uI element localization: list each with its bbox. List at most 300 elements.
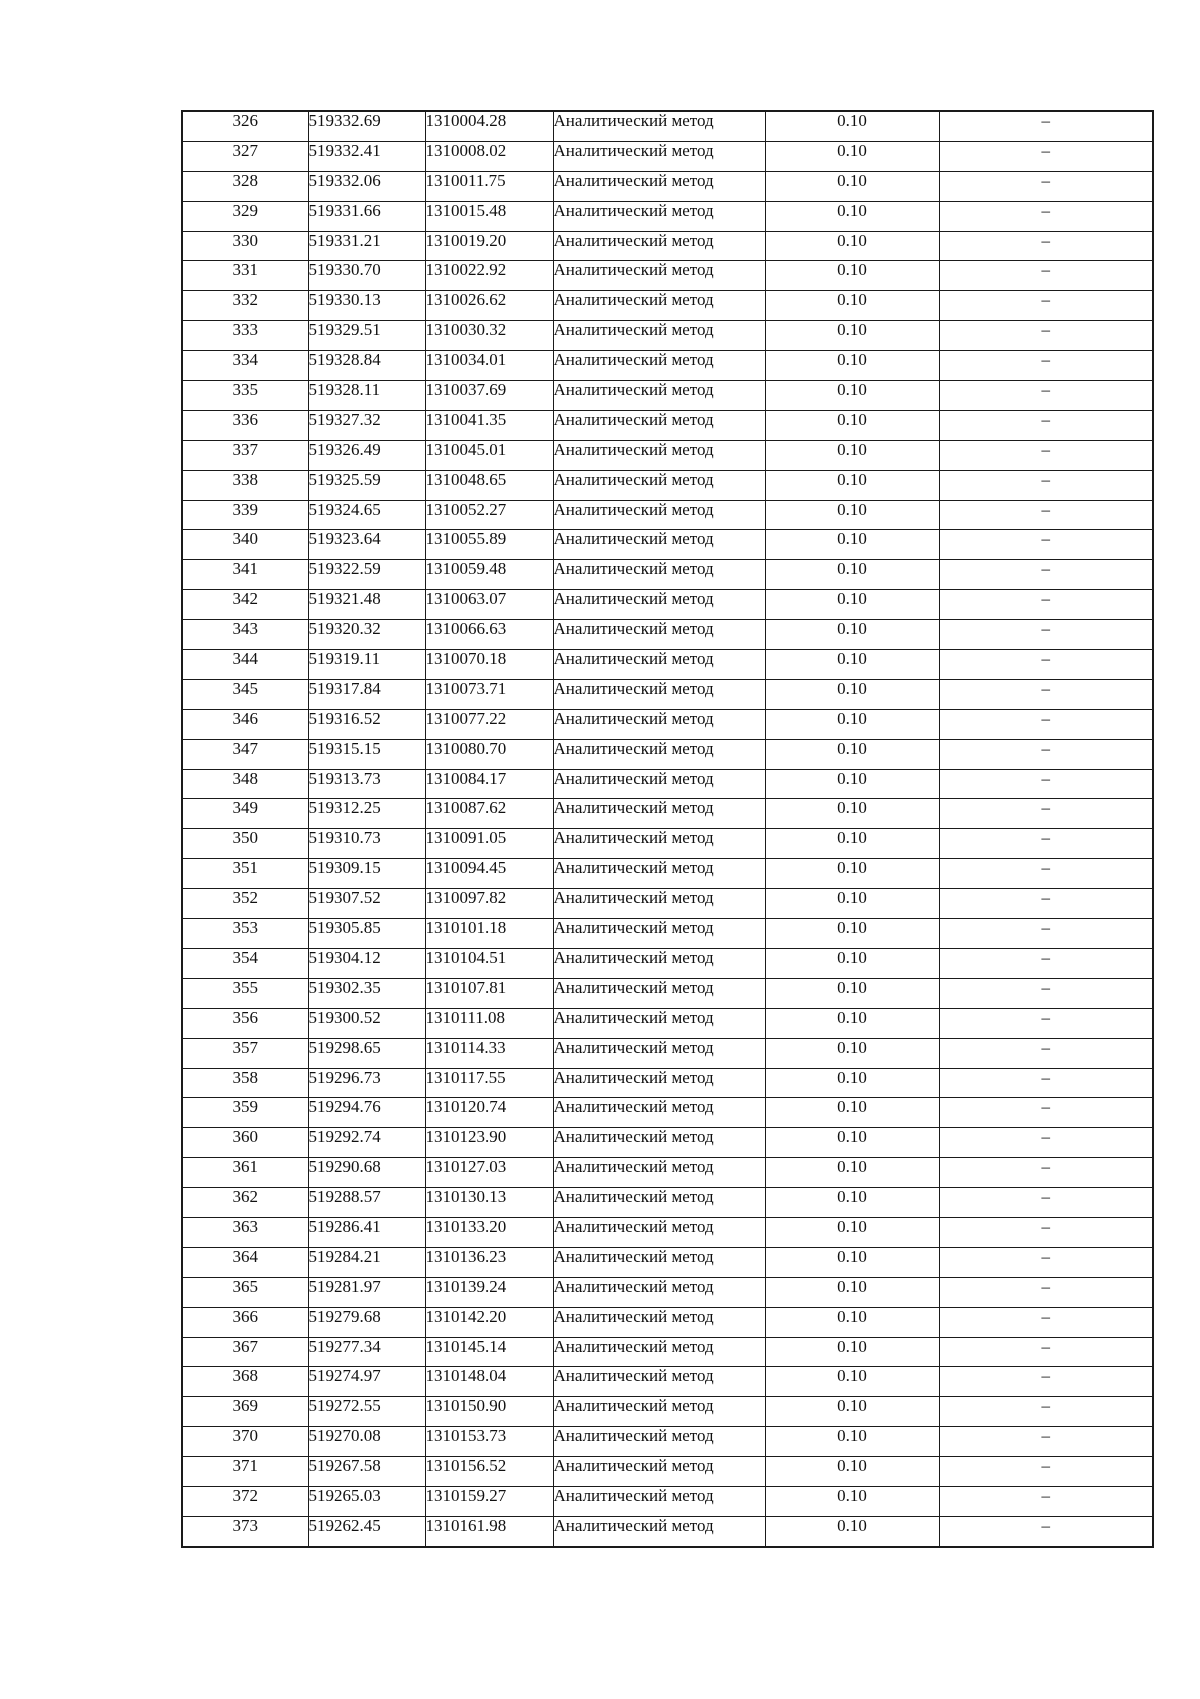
- y-coordinate-cell: 1310041.35: [425, 410, 553, 440]
- method-cell: Аналитический метод: [553, 381, 765, 411]
- x-coordinate-cell: 519320.32: [308, 620, 425, 650]
- method-cell: Аналитический метод: [553, 141, 765, 171]
- x-coordinate-cell: 519304.12: [308, 948, 425, 978]
- description-cell: –: [939, 500, 1153, 530]
- table-row: [182, 201, 1153, 231]
- method-cell: Аналитический метод: [553, 1457, 765, 1487]
- table-row: [182, 500, 1153, 530]
- coordinates-table-body: [182, 111, 1153, 1547]
- point-number-cell: 349: [182, 799, 308, 829]
- description-cell: –: [939, 1217, 1153, 1247]
- x-coordinate-cell: 519316.52: [308, 709, 425, 739]
- table-row: [182, 261, 1153, 291]
- accuracy-cell: 0.10: [765, 440, 939, 470]
- description-cell: –: [939, 889, 1153, 919]
- point-number-cell: 334: [182, 351, 308, 381]
- method-cell: Аналитический метод: [553, 560, 765, 590]
- y-coordinate-cell: 1310019.20: [425, 231, 553, 261]
- y-coordinate-cell: 1310104.51: [425, 948, 553, 978]
- table-row: [182, 919, 1153, 949]
- accuracy-cell: 0.10: [765, 351, 939, 381]
- description-cell: –: [939, 1008, 1153, 1038]
- y-coordinate-cell: 1310159.27: [425, 1486, 553, 1516]
- method-cell: Аналитический метод: [553, 1307, 765, 1337]
- description-cell: –: [939, 410, 1153, 440]
- x-coordinate-cell: 519332.06: [308, 171, 425, 201]
- accuracy-cell: 0.10: [765, 381, 939, 411]
- accuracy-cell: 0.10: [765, 321, 939, 351]
- y-coordinate-cell: 1310120.74: [425, 1098, 553, 1128]
- x-coordinate-cell: 519309.15: [308, 859, 425, 889]
- point-number-cell: 343: [182, 620, 308, 650]
- y-coordinate-cell: 1310148.04: [425, 1367, 553, 1397]
- y-coordinate-cell: 1310077.22: [425, 709, 553, 739]
- x-coordinate-cell: 519328.84: [308, 351, 425, 381]
- table-row: [182, 231, 1153, 261]
- method-cell: Аналитический метод: [553, 679, 765, 709]
- x-coordinate-cell: 519290.68: [308, 1158, 425, 1188]
- point-number-cell: 327: [182, 141, 308, 171]
- accuracy-cell: 0.10: [765, 261, 939, 291]
- y-coordinate-cell: 1310111.08: [425, 1008, 553, 1038]
- description-cell: –: [939, 1457, 1153, 1487]
- x-coordinate-cell: 519326.49: [308, 440, 425, 470]
- accuracy-cell: 0.10: [765, 470, 939, 500]
- description-cell: –: [939, 1337, 1153, 1367]
- x-coordinate-cell: 519274.97: [308, 1367, 425, 1397]
- x-coordinate-cell: 519284.21: [308, 1247, 425, 1277]
- y-coordinate-cell: 1310037.69: [425, 381, 553, 411]
- method-cell: Аналитический метод: [553, 410, 765, 440]
- point-number-cell: 336: [182, 410, 308, 440]
- description-cell: –: [939, 470, 1153, 500]
- accuracy-cell: 0.10: [765, 1397, 939, 1427]
- table-row: [182, 1486, 1153, 1516]
- point-number-cell: 364: [182, 1247, 308, 1277]
- x-coordinate-cell: 519294.76: [308, 1098, 425, 1128]
- method-cell: Аналитический метод: [553, 1008, 765, 1038]
- table-row: [182, 1337, 1153, 1367]
- y-coordinate-cell: 1310130.13: [425, 1188, 553, 1218]
- accuracy-cell: 0.10: [765, 620, 939, 650]
- accuracy-cell: 0.10: [765, 709, 939, 739]
- y-coordinate-cell: 1310150.90: [425, 1397, 553, 1427]
- method-cell: Аналитический метод: [553, 1427, 765, 1457]
- x-coordinate-cell: 519292.74: [308, 1128, 425, 1158]
- description-cell: –: [939, 709, 1153, 739]
- method-cell: Аналитический метод: [553, 470, 765, 500]
- point-number-cell: 331: [182, 261, 308, 291]
- y-coordinate-cell: 1310055.89: [425, 530, 553, 560]
- point-number-cell: 368: [182, 1367, 308, 1397]
- accuracy-cell: 0.10: [765, 1277, 939, 1307]
- method-cell: Аналитический метод: [553, 231, 765, 261]
- point-number-cell: 363: [182, 1217, 308, 1247]
- point-number-cell: 353: [182, 919, 308, 949]
- point-number-cell: 329: [182, 201, 308, 231]
- accuracy-cell: 0.10: [765, 1038, 939, 1068]
- accuracy-cell: 0.10: [765, 1188, 939, 1218]
- description-cell: –: [939, 919, 1153, 949]
- description-cell: –: [939, 1098, 1153, 1128]
- x-coordinate-cell: 519312.25: [308, 799, 425, 829]
- description-cell: –: [939, 739, 1153, 769]
- y-coordinate-cell: 1310048.65: [425, 470, 553, 500]
- description-cell: –: [939, 231, 1153, 261]
- x-coordinate-cell: 519330.13: [308, 291, 425, 321]
- x-coordinate-cell: 519332.41: [308, 141, 425, 171]
- accuracy-cell: 0.10: [765, 1486, 939, 1516]
- point-number-cell: 373: [182, 1516, 308, 1546]
- y-coordinate-cell: 1310030.32: [425, 321, 553, 351]
- point-number-cell: 340: [182, 530, 308, 560]
- point-number-cell: 355: [182, 978, 308, 1008]
- accuracy-cell: 0.10: [765, 948, 939, 978]
- accuracy-cell: 0.10: [765, 500, 939, 530]
- point-number-cell: 352: [182, 889, 308, 919]
- method-cell: Аналитический метод: [553, 530, 765, 560]
- point-number-cell: 335: [182, 381, 308, 411]
- point-number-cell: 326: [182, 111, 308, 141]
- table-row: [182, 889, 1153, 919]
- description-cell: –: [939, 650, 1153, 680]
- point-number-cell: 354: [182, 948, 308, 978]
- accuracy-cell: 0.10: [765, 141, 939, 171]
- method-cell: Аналитический метод: [553, 859, 765, 889]
- coordinates-table: [181, 110, 1154, 1548]
- x-coordinate-cell: 519286.41: [308, 1217, 425, 1247]
- accuracy-cell: 0.10: [765, 111, 939, 141]
- accuracy-cell: 0.10: [765, 829, 939, 859]
- description-cell: –: [939, 948, 1153, 978]
- description-cell: –: [939, 111, 1153, 141]
- accuracy-cell: 0.10: [765, 978, 939, 1008]
- x-coordinate-cell: 519322.59: [308, 560, 425, 590]
- x-coordinate-cell: 519267.58: [308, 1457, 425, 1487]
- point-number-cell: 337: [182, 440, 308, 470]
- y-coordinate-cell: 1310084.17: [425, 769, 553, 799]
- y-coordinate-cell: 1310059.48: [425, 560, 553, 590]
- description-cell: –: [939, 381, 1153, 411]
- table-row: [182, 351, 1153, 381]
- table-row: [182, 1247, 1153, 1277]
- description-cell: –: [939, 291, 1153, 321]
- table-row: [182, 410, 1153, 440]
- point-number-cell: 369: [182, 1397, 308, 1427]
- table-row: [182, 1188, 1153, 1218]
- description-cell: –: [939, 1247, 1153, 1277]
- x-coordinate-cell: 519324.65: [308, 500, 425, 530]
- y-coordinate-cell: 1310117.55: [425, 1068, 553, 1098]
- accuracy-cell: 0.10: [765, 171, 939, 201]
- method-cell: Аналитический метод: [553, 1367, 765, 1397]
- accuracy-cell: 0.10: [765, 201, 939, 231]
- table-row: [182, 799, 1153, 829]
- y-coordinate-cell: 1310070.18: [425, 650, 553, 680]
- x-coordinate-cell: 519302.35: [308, 978, 425, 1008]
- table-row: [182, 590, 1153, 620]
- accuracy-cell: 0.10: [765, 889, 939, 919]
- method-cell: Аналитический метод: [553, 829, 765, 859]
- description-cell: –: [939, 1427, 1153, 1457]
- description-cell: –: [939, 321, 1153, 351]
- x-coordinate-cell: 519279.68: [308, 1307, 425, 1337]
- description-cell: –: [939, 679, 1153, 709]
- method-cell: Аналитический метод: [553, 769, 765, 799]
- point-number-cell: 350: [182, 829, 308, 859]
- method-cell: Аналитический метод: [553, 1188, 765, 1218]
- point-number-cell: 330: [182, 231, 308, 261]
- method-cell: Аналитический метод: [553, 321, 765, 351]
- table-row: [182, 1427, 1153, 1457]
- x-coordinate-cell: 519331.66: [308, 201, 425, 231]
- description-cell: –: [939, 1397, 1153, 1427]
- x-coordinate-cell: 519272.55: [308, 1397, 425, 1427]
- table-row: [182, 440, 1153, 470]
- method-cell: Аналитический метод: [553, 889, 765, 919]
- point-number-cell: 332: [182, 291, 308, 321]
- x-coordinate-cell: 519310.73: [308, 829, 425, 859]
- x-coordinate-cell: 519288.57: [308, 1188, 425, 1218]
- table-row: [182, 1038, 1153, 1068]
- point-number-cell: 366: [182, 1307, 308, 1337]
- table-row: [182, 948, 1153, 978]
- method-cell: Аналитический метод: [553, 440, 765, 470]
- accuracy-cell: 0.10: [765, 291, 939, 321]
- y-coordinate-cell: 1310026.62: [425, 291, 553, 321]
- method-cell: Аналитический метод: [553, 709, 765, 739]
- table-row: [182, 1008, 1153, 1038]
- y-coordinate-cell: 1310139.24: [425, 1277, 553, 1307]
- accuracy-cell: 0.10: [765, 919, 939, 949]
- description-cell: –: [939, 1068, 1153, 1098]
- x-coordinate-cell: 519281.97: [308, 1277, 425, 1307]
- y-coordinate-cell: 1310145.14: [425, 1337, 553, 1367]
- table-row: [182, 859, 1153, 889]
- table-row: [182, 709, 1153, 739]
- description-cell: –: [939, 1516, 1153, 1546]
- method-cell: Аналитический метод: [553, 351, 765, 381]
- table-row: [182, 111, 1153, 141]
- accuracy-cell: 0.10: [765, 530, 939, 560]
- accuracy-cell: 0.10: [765, 799, 939, 829]
- x-coordinate-cell: 519331.21: [308, 231, 425, 261]
- point-number-cell: 338: [182, 470, 308, 500]
- y-coordinate-cell: 1310073.71: [425, 679, 553, 709]
- description-cell: –: [939, 1307, 1153, 1337]
- x-coordinate-cell: 519305.85: [308, 919, 425, 949]
- y-coordinate-cell: 1310153.73: [425, 1427, 553, 1457]
- table-row: [182, 1307, 1153, 1337]
- description-cell: –: [939, 530, 1153, 560]
- description-cell: –: [939, 620, 1153, 650]
- x-coordinate-cell: 519332.69: [308, 111, 425, 141]
- point-number-cell: 339: [182, 500, 308, 530]
- x-coordinate-cell: 519323.64: [308, 530, 425, 560]
- y-coordinate-cell: 1310008.02: [425, 141, 553, 171]
- point-number-cell: 361: [182, 1158, 308, 1188]
- y-coordinate-cell: 1310161.98: [425, 1516, 553, 1546]
- method-cell: Аналитический метод: [553, 111, 765, 141]
- accuracy-cell: 0.10: [765, 1427, 939, 1457]
- method-cell: Аналитический метод: [553, 620, 765, 650]
- y-coordinate-cell: 1310052.27: [425, 500, 553, 530]
- y-coordinate-cell: 1310133.20: [425, 1217, 553, 1247]
- table-row: [182, 171, 1153, 201]
- method-cell: Аналитический метод: [553, 978, 765, 1008]
- method-cell: Аналитический метод: [553, 650, 765, 680]
- point-number-cell: 372: [182, 1486, 308, 1516]
- point-number-cell: 333: [182, 321, 308, 351]
- x-coordinate-cell: 519296.73: [308, 1068, 425, 1098]
- table-row: [182, 321, 1153, 351]
- method-cell: Аналитический метод: [553, 1486, 765, 1516]
- accuracy-cell: 0.10: [765, 1337, 939, 1367]
- table-row: [182, 1397, 1153, 1427]
- description-cell: –: [939, 829, 1153, 859]
- accuracy-cell: 0.10: [765, 1098, 939, 1128]
- description-cell: –: [939, 1188, 1153, 1218]
- accuracy-cell: 0.10: [765, 231, 939, 261]
- x-coordinate-cell: 519277.34: [308, 1337, 425, 1367]
- accuracy-cell: 0.10: [765, 1128, 939, 1158]
- x-coordinate-cell: 519307.52: [308, 889, 425, 919]
- method-cell: Аналитический метод: [553, 948, 765, 978]
- accuracy-cell: 0.10: [765, 1217, 939, 1247]
- description-cell: –: [939, 261, 1153, 291]
- point-number-cell: 345: [182, 679, 308, 709]
- description-cell: –: [939, 351, 1153, 381]
- method-cell: Аналитический метод: [553, 1158, 765, 1188]
- accuracy-cell: 0.10: [765, 1247, 939, 1277]
- accuracy-cell: 0.10: [765, 1158, 939, 1188]
- accuracy-cell: 0.10: [765, 560, 939, 590]
- point-number-cell: 356: [182, 1008, 308, 1038]
- x-coordinate-cell: 519328.11: [308, 381, 425, 411]
- table-row: [182, 739, 1153, 769]
- method-cell: Аналитический метод: [553, 1337, 765, 1367]
- description-cell: –: [939, 799, 1153, 829]
- table-row: [182, 1098, 1153, 1128]
- point-number-cell: 351: [182, 859, 308, 889]
- y-coordinate-cell: 1310097.82: [425, 889, 553, 919]
- accuracy-cell: 0.10: [765, 1008, 939, 1038]
- accuracy-cell: 0.10: [765, 739, 939, 769]
- table-row: [182, 650, 1153, 680]
- accuracy-cell: 0.10: [765, 769, 939, 799]
- description-cell: –: [939, 1128, 1153, 1158]
- x-coordinate-cell: 519270.08: [308, 1427, 425, 1457]
- x-coordinate-cell: 519315.15: [308, 739, 425, 769]
- x-coordinate-cell: 519298.65: [308, 1038, 425, 1068]
- table-row: [182, 141, 1153, 171]
- x-coordinate-cell: 519325.59: [308, 470, 425, 500]
- method-cell: Аналитический метод: [553, 201, 765, 231]
- y-coordinate-cell: 1310091.05: [425, 829, 553, 859]
- method-cell: Аналитический метод: [553, 919, 765, 949]
- y-coordinate-cell: 1310015.48: [425, 201, 553, 231]
- description-cell: –: [939, 1158, 1153, 1188]
- point-number-cell: 341: [182, 560, 308, 590]
- x-coordinate-cell: 519317.84: [308, 679, 425, 709]
- method-cell: Аналитический метод: [553, 291, 765, 321]
- accuracy-cell: 0.10: [765, 650, 939, 680]
- y-coordinate-cell: 1310156.52: [425, 1457, 553, 1487]
- description-cell: –: [939, 1486, 1153, 1516]
- method-cell: Аналитический метод: [553, 1277, 765, 1307]
- description-cell: –: [939, 141, 1153, 171]
- method-cell: Аналитический метод: [553, 1068, 765, 1098]
- y-coordinate-cell: 1310011.75: [425, 171, 553, 201]
- y-coordinate-cell: 1310063.07: [425, 590, 553, 620]
- point-number-cell: 328: [182, 171, 308, 201]
- accuracy-cell: 0.10: [765, 1068, 939, 1098]
- method-cell: Аналитический метод: [553, 590, 765, 620]
- accuracy-cell: 0.10: [765, 1457, 939, 1487]
- description-cell: –: [939, 171, 1153, 201]
- table-row: [182, 978, 1153, 1008]
- accuracy-cell: 0.10: [765, 1307, 939, 1337]
- accuracy-cell: 0.10: [765, 1516, 939, 1546]
- table-row: [182, 560, 1153, 590]
- method-cell: Аналитический метод: [553, 1098, 765, 1128]
- description-cell: –: [939, 590, 1153, 620]
- point-number-cell: 346: [182, 709, 308, 739]
- y-coordinate-cell: 1310022.92: [425, 261, 553, 291]
- description-cell: –: [939, 1038, 1153, 1068]
- x-coordinate-cell: 519327.32: [308, 410, 425, 440]
- point-number-cell: 359: [182, 1098, 308, 1128]
- y-coordinate-cell: 1310114.33: [425, 1038, 553, 1068]
- y-coordinate-cell: 1310080.70: [425, 739, 553, 769]
- y-coordinate-cell: 1310045.01: [425, 440, 553, 470]
- table-row: [182, 530, 1153, 560]
- table-row: [182, 381, 1153, 411]
- table-row: [182, 620, 1153, 650]
- description-cell: –: [939, 769, 1153, 799]
- y-coordinate-cell: 1310034.01: [425, 351, 553, 381]
- method-cell: Аналитический метод: [553, 1128, 765, 1158]
- table-row: [182, 1128, 1153, 1158]
- point-number-cell: 370: [182, 1427, 308, 1457]
- table-row: [182, 1277, 1153, 1307]
- table-row: [182, 1217, 1153, 1247]
- x-coordinate-cell: 519321.48: [308, 590, 425, 620]
- table-row: [182, 470, 1153, 500]
- table-row: [182, 1516, 1153, 1546]
- accuracy-cell: 0.10: [765, 1367, 939, 1397]
- method-cell: Аналитический метод: [553, 1038, 765, 1068]
- point-number-cell: 357: [182, 1038, 308, 1068]
- table-row: [182, 1158, 1153, 1188]
- y-coordinate-cell: 1310123.90: [425, 1128, 553, 1158]
- x-coordinate-cell: 519300.52: [308, 1008, 425, 1038]
- table-row: [182, 1457, 1153, 1487]
- y-coordinate-cell: 1310004.28: [425, 111, 553, 141]
- method-cell: Аналитический метод: [553, 261, 765, 291]
- x-coordinate-cell: 519313.73: [308, 769, 425, 799]
- y-coordinate-cell: 1310142.20: [425, 1307, 553, 1337]
- y-coordinate-cell: 1310107.81: [425, 978, 553, 1008]
- accuracy-cell: 0.10: [765, 859, 939, 889]
- method-cell: Аналитический метод: [553, 1516, 765, 1546]
- point-number-cell: 371: [182, 1457, 308, 1487]
- method-cell: Аналитический метод: [553, 1217, 765, 1247]
- table-row: [182, 769, 1153, 799]
- x-coordinate-cell: 519329.51: [308, 321, 425, 351]
- point-number-cell: 360: [182, 1128, 308, 1158]
- description-cell: –: [939, 859, 1153, 889]
